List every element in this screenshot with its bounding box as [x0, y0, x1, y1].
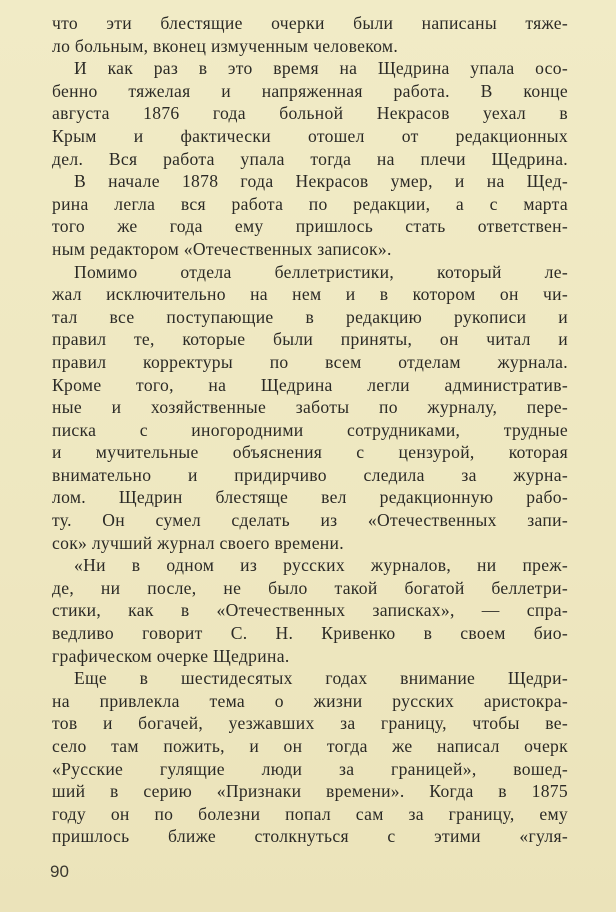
text-line: августа 1876 года больной Некрасов уехал в	[52, 103, 568, 124]
text-line: на привлекла тема о жизни русских аристокра-	[52, 690, 568, 711]
text-line: ведливо говорит С. Н. Кривенко в своем био-	[52, 623, 568, 644]
text-line: внимательно и придирчиво следила за журна-	[52, 464, 568, 485]
text-line: того же года ему пришлось стать ответствен-	[52, 216, 568, 237]
text-line: и мучительные объяснения с цензурой, которая	[52, 442, 568, 463]
text-line: село там пожить, и он тогда же написал очерк	[52, 736, 568, 756]
text-line: ло больным, вконец измученным человеком.	[52, 35, 399, 56]
text-line: де, ни после, не было такой богатой беллетри-	[52, 577, 568, 598]
text-line: сок» лучший журнал своего времени.	[52, 532, 344, 553]
text-line: Еще в шестидесятых годах внимание Щедри-	[74, 668, 568, 689]
text-line: жал исключительно на нем и в котором он чи-	[52, 284, 568, 305]
page-text	[52, 12, 568, 848]
text-line: рина легла вся работа по редакции, а с марта	[52, 193, 568, 214]
text-line: «Русские гулящие люди за границей», вошед-	[52, 758, 568, 779]
text-line: лом. Щедрин блестяще вел редакционную рабо-	[52, 487, 568, 508]
text-line: ший в серию «Признаки времени». Когда в 1875	[52, 781, 568, 802]
text-line: В начале 1878 года Некрасов умер, и на Щед-	[74, 171, 568, 192]
text-line: И как раз в это время на Щедрина упала осо-	[74, 58, 568, 79]
text-line: стики, как в «Отечественных записках», — спра-	[52, 600, 568, 621]
text-line: ту. Он сумел сделать из «Отечественных запи-	[52, 510, 568, 531]
text-line: году он по болезни попал сам за границу, ему	[52, 803, 568, 824]
text-line: правил корректуры по всем отделам журнала.	[52, 351, 568, 372]
text-line: тов и богачей, уезжавших за границу, чтобы ве-	[52, 713, 568, 734]
text-line: дел. Вся работа упала тогда на плечи Щедрина.	[52, 148, 568, 169]
text-line: бенно тяжелая и напряженная работа. В конце	[52, 80, 568, 101]
text-line: Помимо отдела беллетристики, который ле-	[74, 261, 568, 282]
text-line: графическом очерке Щедрина.	[52, 645, 290, 666]
text-line: что эти блестящие очерки были написаны тяже-	[52, 13, 568, 33]
text-line: Крым и фактически отошел от редакционных	[52, 125, 568, 146]
text-line: писка с иногородними сотрудниками, трудные	[52, 419, 568, 440]
text-line: тал все поступающие в редакцию рукописи и	[52, 306, 568, 327]
text-line: ным редактором «Отечественных записок».	[52, 238, 392, 259]
text-line: ные и хозяйственные заботы по журналу, пере-	[52, 397, 568, 418]
text-line: Кроме того, на Щедрина легли административ-	[52, 374, 568, 395]
text-line: пришлось ближе столкнуться с этими «гуля-	[52, 826, 568, 847]
text-line: «Ни в одном из русских журналов, ни преж-	[74, 555, 568, 576]
text-line: правил те, которые были приняты, он читал и	[52, 329, 568, 350]
page-number: 90	[50, 862, 69, 881]
